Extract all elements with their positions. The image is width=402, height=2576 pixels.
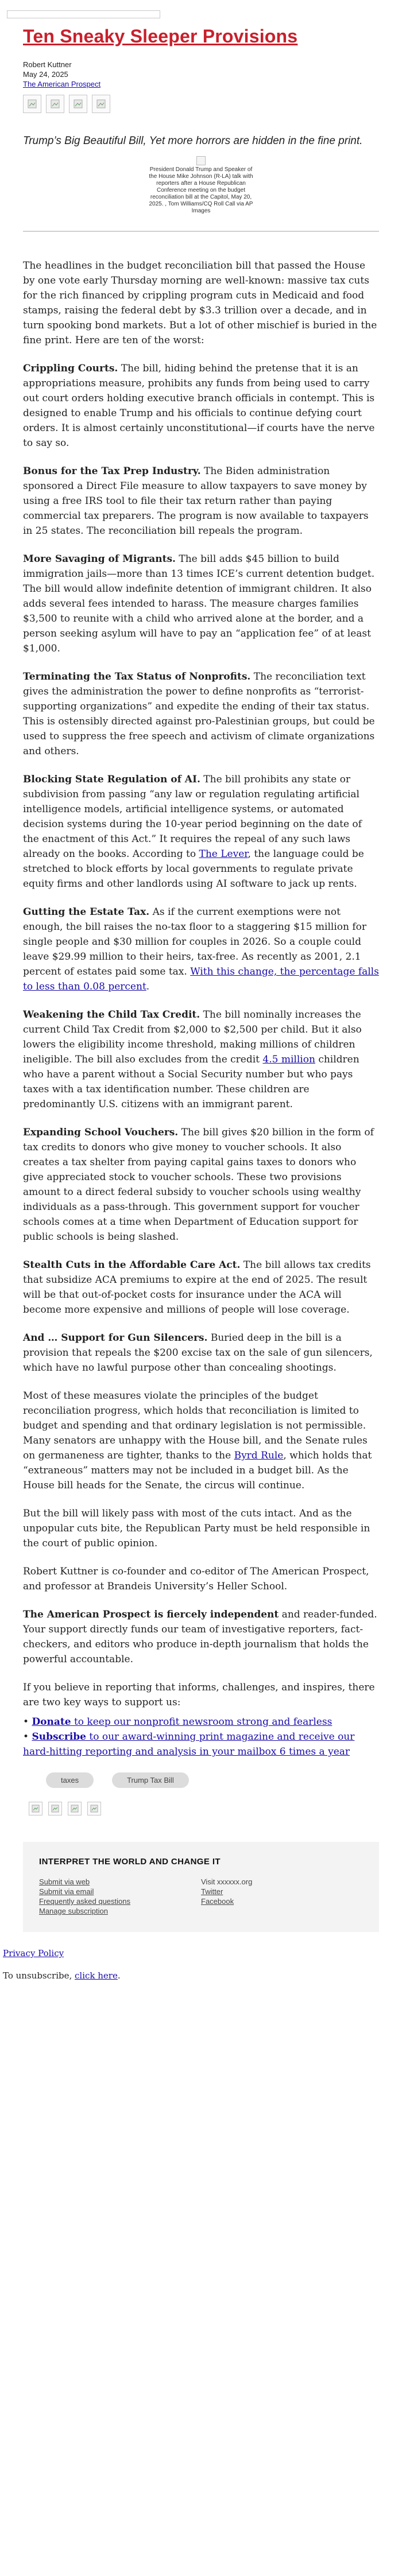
provision-heading: Blocking State Regulation of AI. [23,774,200,785]
facebook-icon[interactable] [29,1802,42,1815]
provision-9: Stealth Cuts in the Affordable Care Act. The bill allows tax credits that subsidize ACA premiums to expire at the end of 2025. The result will be that out-of-pocket costs for insurance under the ACA will become more expensive and millions of people will lose coverage. [23,1259,371,1316]
footer-right-column [201,1877,363,1916]
tag-taxes[interactable]: taxes [46,1772,94,1788]
article-figure [148,156,254,215]
provision-6: Gutting the Estate Tax. As if the current exemptions were not enough, the bill raises the no-tax floor to a staggering $15 million for single people and $30 million for couples in 2026. So a couple could leave $29.99 million to their heirs, tax-free. As recently as 2001, 2.1 percent of estates paid some tax. With this change, the percentage falls to less than 0.08 percent. [23,906,379,992]
closing-paragraph-2: But the bill will likely pass with most of the cuts intact. And as the unpopular cuts bite, the Republican Party must be held responsible in the court of public opinion. [23,1508,370,1549]
intro-paragraph: The headlines in the budget reconciliation bill that passed the House by one vote early Thursday morning are well-known: massive tax cuts for the rich financed by crippling program cuts in Medicaid and food stamps, raising the federal debt by $3.3 trillion over a decade, and in turn spooking bond markets. But a lot of other mischief is buried in the fine print. Here are ten of the worst: [23,260,377,346]
submit-email-link[interactable]: Submit via email [39,1887,94,1896]
privacy-policy-link[interactable]: Privacy Policy [3,1948,64,1958]
closing-paragraph-1: Most of these measures violate the principles of the budget reconciliation progress, which holds that reconciliation is limited to budget and spending and that ordinary legislation is not permissible. Many senators are unhappy with the House bill, and the Senate rules on germaneness are tighter, thanks to the Byrd Rule, which holds that “extraneous” matters may not be included in a budget bill. As the House bill heads for the Senate, the circus will continue. [23,1390,372,1491]
provision-7: Weakening the Child Tax Credit. The bill nominally increases the current Child Tax Credit from $2,000 to $2,500 per child. But it also lowers the eligibility income threshold, making millions of children ineligible. The bill also excludes from the credit 4.5 million children who have a parent without a Social Security number but who pays taxes with a tax identification number. These children are predominantly U.S. citizens with an immigrant parent. [23,1009,362,1110]
support-paragraph: The American Prospect is fiercely independent and reader-funded. Your support directly funds our team of investigative reporters, fact-checkers, and editors who produce in-depth journalism that holds the powerful accountable. [23,1609,377,1665]
twitter-icon[interactable] [46,95,64,113]
article-title[interactable]: Ten Sneaky Sleeper Provisions [23,26,298,46]
provision-heading: Terminating the Tax Status of Nonprofits. [23,671,251,682]
newsletter-footer [23,1842,379,1932]
article-subtitle: Trump’s Big Beautiful Bill, Yet more horrors are hidden in the fine print. [23,135,363,147]
support-ask: If you believe in reporting that informs, challenges, and inspires, there are two key ways to support us: [23,1682,375,1708]
author: Robert Kuttner [23,60,72,69]
email-header-placeholder [7,10,160,18]
linkedin-icon[interactable] [68,1802,82,1815]
email-icon[interactable] [92,95,110,113]
donate-link[interactable]: Donate to keep our nonprofit newsroom strong and fearless [32,1716,333,1728]
provision-heading: Stealth Cuts in the Affordable Care Act. [23,1259,241,1271]
provision-3: More Savaging of Migrants. The bill adds $45 billion to build immigration jails—more than 13 times ICE’s current detention budget. The bill would allow indefinite detention of immigrant children. It also adds several fees intended to harass. The measure charges families $3,500 to reunite with a child who arrived alone at the border, and a person seeking asylum will have to pay an “application fee” of at least $1,000. [23,553,375,654]
unsubscribe-link[interactable]: click here [75,1970,118,1981]
support-lead: The American Prospect is fiercely independent [23,1609,279,1620]
footer-columns [39,1877,363,1916]
submit-web-link[interactable]: Submit via web [39,1877,90,1886]
support-bullet-subscribe: • Subscribe to our award-winning print magazine and receive our hard-hitting reporting and analysis in your mailbox 6 times a year [23,1731,355,1758]
support-bullet-donate: • Donate to keep our nonprofit newsroom strong and fearless [23,1716,333,1728]
article-meta [23,60,379,89]
provision-heading: And … Support for Gun Silencers. [23,1332,208,1344]
image-placeholder-icon [196,156,206,165]
publication-link[interactable]: The American Prospect [23,80,101,88]
share-row-top [23,95,379,119]
twitter-icon[interactable] [48,1802,62,1815]
article-container [23,0,379,1815]
provision-5: Blocking State Regulation of AI. The bill prohibits any state or subdivision from passing “any law or regulation regulating artificial intelligence models, artificial intelligence systems, or automated decision systems during the 10-year period beginning on the date of the enactment of this Act.” It requires the repeal of any such laws already on the books. According to The Lever, the language could be stretched to block efforts by local governments to regulate private equity firms and other landlords using AI software to jack up rents. [23,774,364,890]
facebook-link[interactable]: Facebook [201,1897,234,1906]
tag-trump-tax-bill[interactable]: Trump Tax Bill [112,1772,189,1788]
provision-heading: More Savaging of Migrants. [23,553,176,565]
the-lever-link[interactable]: The Lever [199,848,248,860]
provision-heading: Weakening the Child Tax Credit. [23,1009,200,1021]
twitter-link[interactable]: Twitter [201,1887,223,1896]
bottom-links [3,1947,399,1982]
provision-8: Expanding School Vouchers. The bill gives $20 billion in the form of tax credits to donors who give money to voucher schools. It also creates a tax shelter from paying capital gains taxes to donors who give appreciated stock to voucher schools. These two provisions amount to a direct federal subsidy to voucher schools using wealthy individuals as a pass-through. This government support for voucher schools comes at a time when Department of Education support for public schools is being slashed. [23,1127,374,1243]
unsubscribe-line: To unsubscribe, click here. [3,1970,121,1981]
provision-4: Terminating the Tax Status of Nonprofits. The reconciliation text gives the administration the power to define nonprofits as “terrorist-supporting organizations” and expedite the ending of their tax status. This is ostensibly directed against pro-Palestinian groups, but could be used to suppress the free speech and activism of climate organizations and others. [23,671,375,757]
email-icon[interactable] [87,1802,101,1815]
facebook-icon[interactable] [23,95,41,113]
provision-heading: Crippling Courts. [23,363,118,374]
byrd-rule-link[interactable]: Byrd Rule [234,1450,284,1461]
provision-2: Bonus for the Tax Prep Industry. The Biden administration sponsored a Direct File measure to allow taxpayers to save money by using a free IRS tool to file their tax return rather than paying commercial tax preparers. The program is now available to taxpayers in 25 states. The reconciliation bill repeals the program. [23,465,369,537]
visit-site-text: Visit xxxxxx.org [201,1877,253,1886]
provision-1: Crippling Courts. The bill, hiding behind the pretense that it is an appropriations measure, prohibits any funds from being used to carry out court orders holding executive branch officials in contempt. This is designed to enable Trump and his officials to continue defying court orders. It is almost certainly unconstitutional—if courts have the nerve to say so. [23,363,375,449]
tag-list [23,1772,379,1788]
provision-heading: Gutting the Estate Tax. [23,906,150,918]
estate-tax-link[interactable]: With this change, the percentage falls to less than 0.08 percent [23,966,379,992]
author-bio: Robert Kuttner is co-founder and co-editor of The American Prospect, and professor at Brandeis University’s Heller School. [23,1566,369,1592]
provision-heading: Bonus for the Tax Prep Industry. [23,465,201,477]
provision-10: And … Support for Gun Silencers. Buried deep in the bill is a provision that repeals the $200 excise tax on the sale of gun silencers, which have no lawful purpose other than concealing shootings. [23,1332,373,1374]
footer-heading: INTERPRET THE WORLD AND CHANGE IT [39,1857,221,1867]
subscribe-link[interactable]: Subscribe to our award-winning print magazine and receive our hard-hitting reporting and analysis in your mailbox 6 times a year [23,1731,355,1758]
share-row-bottom [23,1802,379,1815]
divider [23,231,379,232]
child-credit-link[interactable]: 4.5 million [262,1054,315,1065]
footer-left-column [39,1877,201,1916]
date: May 24, 2025 [23,70,68,79]
provision-heading: Expanding School Vouchers. [23,1127,179,1138]
manage-subscription-link[interactable]: Manage subscription [39,1907,108,1915]
figure-caption: President Donald Trump and Speaker of the House Mike Johnson (R-LA) talk with reporters after a House Republican Conference meeting on the budget reconciliation bill at the Capitol, May 20, 2025. , Tom Williams/CQ Roll Call via AP Images [149,166,253,214]
linkedin-icon[interactable] [69,95,87,113]
faq-link[interactable]: Frequently asked questions [39,1897,130,1906]
